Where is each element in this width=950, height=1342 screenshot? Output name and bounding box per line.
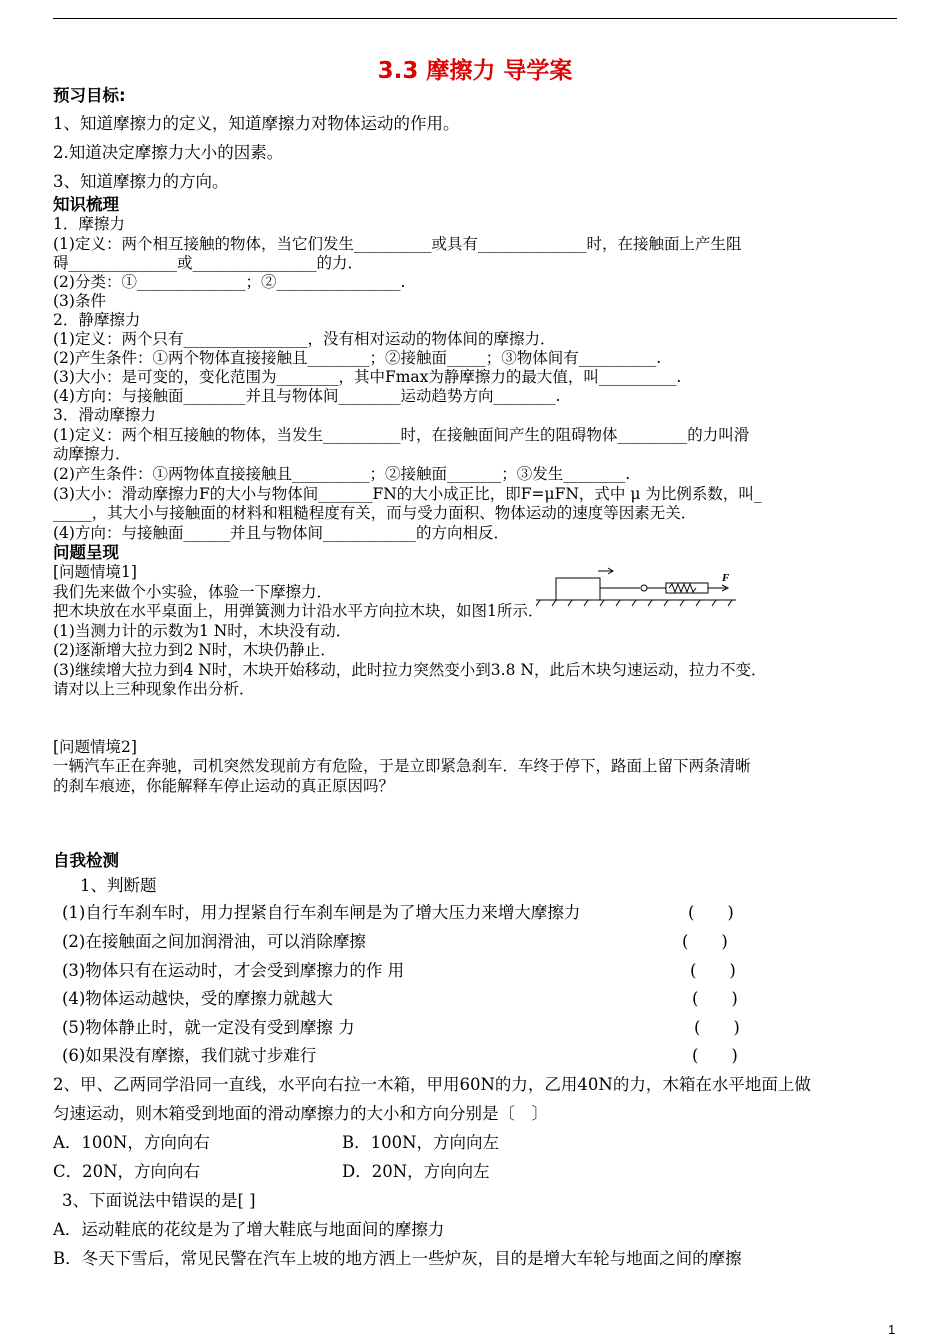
knowledge-line: (3)大小：是可变的，变化范围为________，其中Fmax为静摩擦力的最大值，叫__________. [53, 368, 682, 386]
q1-item: (1)自行车刹车时，用力捏紧自行车刹车闸是为了增大压力来增大摩擦力 [62, 903, 581, 922]
scene2-line: [问题情境2] [53, 738, 137, 756]
force-label: F [722, 572, 730, 584]
knowledge-line: (1)定义：两个只有________________，没有相对运动的物体间的摩擦力． [53, 330, 556, 348]
q2-line: 2、甲、乙两同学沿同一直线，水平向右拉一木箱，甲用60N的力，乙用40N的力，木箱在水平地面上做 [53, 1075, 811, 1094]
preview-heading: 预习目标: [53, 86, 126, 105]
q1-paren: ( ) [692, 989, 738, 1008]
q1-paren: ( ) [682, 932, 728, 951]
scene1-line: (3)继续增大拉力到4 N时，木块开始移动，此时拉力突然变小到3.8 N，此后木块匀速运动，拉力不变． [53, 661, 767, 679]
q1-paren: ( ) [690, 961, 736, 980]
knowledge-line: 动摩擦力． [53, 445, 131, 463]
spring-scale-figure [536, 566, 736, 606]
knowledge-line: (2)产生条件：①两物体直接接触且__________；②接触面_______；③发生________. [53, 465, 631, 483]
selftest-heading: 自我检测 [53, 851, 119, 870]
q1-item: (6)如果没有摩擦，我们就寸步难行 [62, 1046, 317, 1065]
q3-title: 3、下面说法中错误的是[ ] [62, 1191, 256, 1210]
knowledge-line: (3)条件 [53, 292, 106, 310]
preview-item: 1、知道摩擦力的定义，知道摩擦力对物体运动的作用。 [53, 114, 460, 133]
knowledge-line: (2)分类：①______________；②________________. [53, 273, 406, 291]
knowledge-line: 1．摩擦力 [53, 215, 125, 233]
knowledge-line: (1)定义：两个相互接触的物体，当发生__________时，在接触面间产生的阻碍物体_________的力叫滑 [53, 426, 750, 444]
knowledge-line: (1)定义：两个相互接触的物体，当它们发生__________或具有______________时，在接触面上产生阻 [53, 235, 742, 253]
scene1-line: (2)逐渐增大拉力到2 N时，木块仍静止． [53, 641, 336, 659]
preview-item: 3、知道摩擦力的方向。 [53, 172, 229, 191]
q1-item: (2)在接触面之间加润滑油，可以消除摩擦 [62, 932, 366, 951]
q3-option: B．冬天下雪后，常见民警在汽车上坡的地方洒上一些炉灰，目的是增大车轮与地面之间的摩擦 [53, 1249, 742, 1268]
scene1-line: 把木块放在水平桌面上，用弹簧测力计沿水平方向拉木块，如图1所示． [53, 602, 544, 620]
knowledge-line: 2．静摩擦力 [53, 311, 141, 329]
q1-item: (5)物体静止时，就一定没有受到摩擦 力 [62, 1018, 355, 1037]
q2-option: A．100N，方向向右 [53, 1133, 210, 1152]
scene2-line: 一辆汽车正在奔驰，司机突然发现前方有危险，于是立即紧急刹车．车终于停下，路面上留下两条清晰 [53, 757, 751, 775]
q1-item: (3)物体只有在运动时，才会受到摩擦力的作 用 [62, 961, 405, 980]
scene1-line: [问题情境1] [53, 563, 137, 581]
knowledge-line: _____，其大小与接触面的材料和粗糙程度有关，而与受力面积、物体运动的速度等因素无关． [53, 504, 697, 522]
knowledge-heading: 知识梳理 [53, 195, 119, 214]
knowledge-line: (2)产生条件：①两个物体直接接触且________；②接触面_____；③物体间有__________. [53, 349, 662, 367]
knowledge-line: (4)方向：与接触面________并且与物体间________运动趋势方向________. [53, 387, 561, 405]
scene1-line: 我们先来做个小实验，体验一下摩擦力． [53, 583, 333, 601]
q1-paren: ( ) [692, 1046, 738, 1065]
problems-heading: 问题呈现 [53, 543, 119, 562]
q2-line: 匀速运动，则木箱受到地面的滑动摩擦力的大小和方向分别是〔 〕 [53, 1104, 548, 1123]
header-rule [53, 18, 897, 19]
knowledge-line: 3．滑动摩擦力 [53, 406, 156, 424]
q3-option: A．运动鞋底的花纹是为了增大鞋底与地面间的摩擦力 [53, 1220, 445, 1239]
scene1-line: 请对以上三种现象作出分析． [53, 680, 255, 698]
knowledge-line: 碍______________或________________的力． [53, 254, 364, 272]
q2-option: C．20N，方向向右 [53, 1162, 201, 1181]
q1-item: (4)物体运动越快，受的摩擦力就越大 [62, 989, 333, 1008]
scene1-line: (1)当测力计的示数为1 N时，木块没有动． [53, 622, 352, 640]
page-title: 3.3 摩擦力 导学案 [377, 58, 573, 84]
page-number: 1 [888, 1322, 896, 1337]
q1-title: 1、判断题 [80, 876, 157, 895]
scene2-line: 的刹车痕迹，你能解释车停止运动的真正原因吗？ [53, 777, 395, 795]
preview-item: 2.知道决定摩擦力大小的因素。 [53, 143, 284, 162]
knowledge-line: (4)方向：与接触面______并且与物体间____________的方向相反． [53, 524, 509, 542]
q2-option: D．20N，方向向左 [342, 1162, 490, 1181]
q1-paren: ( ) [688, 903, 734, 922]
knowledge-line: (3)大小：滑动摩擦力F的大小与物体间_______FN的大小成正比，即F=μFN，式中 μ 为比例系数，叫_ [53, 485, 762, 503]
q1-paren: ( ) [694, 1018, 740, 1037]
q2-option: B．100N，方向向左 [342, 1133, 500, 1152]
